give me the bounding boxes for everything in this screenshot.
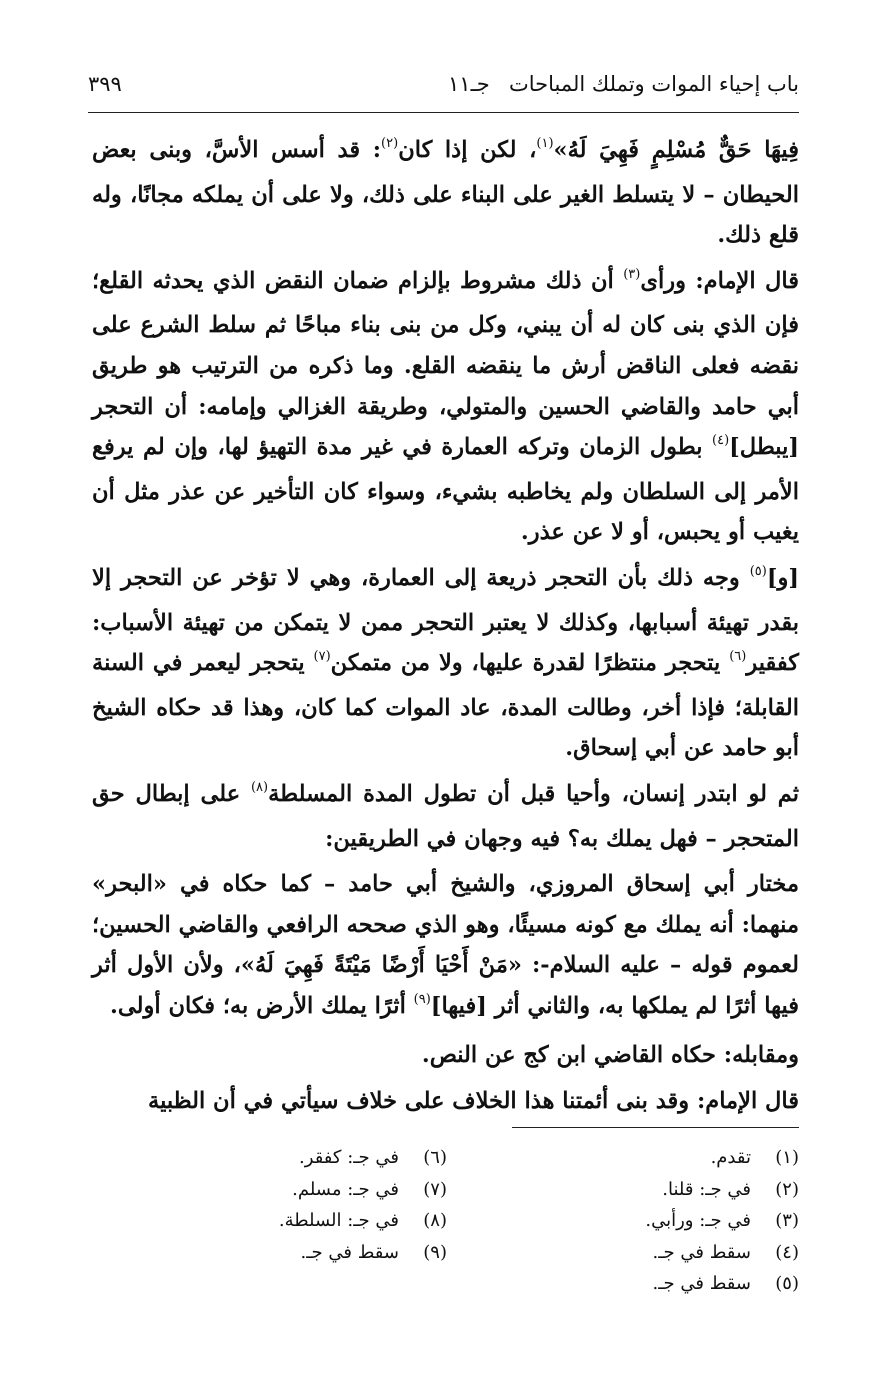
footnote-item bbox=[227, 1174, 447, 1206]
footnote-item bbox=[459, 1142, 799, 1174]
text-run: على إبطال حق المتحجر – فهل يملك به؟ فيه وجهان في الطريقين: bbox=[92, 780, 799, 852]
text-run: [و] bbox=[766, 564, 799, 591]
footnote-number: (٩) bbox=[423, 1241, 447, 1263]
footnote-item bbox=[459, 1205, 799, 1237]
footnote-item bbox=[227, 1142, 447, 1174]
text-run: ثم لو ابتدر إنسان، وأحيا قبل أن تطول المدة المسلطة bbox=[268, 780, 799, 807]
footnote-number: (١) bbox=[775, 1147, 799, 1168]
footnote-text: سقط في جـ. bbox=[652, 1241, 751, 1263]
footnote-ref-1: (١) bbox=[536, 136, 554, 151]
text-run: أثرًا يملك الأرض به؛ فكان أولى. bbox=[110, 992, 414, 1019]
footnote-item bbox=[227, 1237, 447, 1269]
footnote-number: (٢) bbox=[775, 1178, 799, 1200]
text-run: بطول الزمان وتركه العمارة في غير مدة التهيؤ لها، وإن لم يرفع الأمر إلى السلطان ولم يخاطبه بشيء، وسواء كان التأخير عن عذر مثل أن يغيب أو يحبس، أو لا عن عذر. bbox=[92, 434, 799, 546]
text-run: أن ذلك مشروط بإلزام ضمان النقض الذي يحدثه القلع؛ فإن الذي بنى كان له أن يبني، وكل من بنى بناء مباحًا ثم سلط الشرع على نقضه فعلى الناقض أرش ما ينقضه القلع. وما ذكره من الترتيب هو طريق أبي حامد والقاضي الحسين والمتولي، وطريقة الغزالي وإمامه: أن التحجر [يبطل] bbox=[92, 267, 799, 461]
footnote-item bbox=[459, 1237, 799, 1269]
text-run: قال الإمام: ورأى bbox=[640, 267, 799, 294]
paragraph-4 bbox=[92, 774, 799, 859]
paragraph-7: قال الإمام: وقد بنى أئمتنا هذا الخلاف على خلاف سيأتي في أن الظبية bbox=[148, 1088, 799, 1115]
text-run: يتحجر منتظرًا لقدرة عليها، ولا من متمكن bbox=[330, 650, 730, 677]
text-run: وجه ذلك بأن التحجر ذريعة إلى العمارة، وهي لا تؤخر عن التحجر إلا بقدر تهيئة أسبابها، وكذلك لا يعتبر التحجر ممن لا يتمكن من تهيئة الأسباب: كفقير bbox=[92, 564, 800, 677]
text-run: يتحجر ليعمر في السنة القابلة؛ فإذا أخر، وطالت المدة، عاد الموات كما كان، وهذا قد حكاه الشيخ أبو حامد عن أبي إسحاق. bbox=[92, 650, 799, 762]
main-text bbox=[92, 130, 799, 1127]
footnote-ref-8: (٨) bbox=[250, 779, 269, 795]
footnote-number: (٨) bbox=[423, 1210, 447, 1231]
footnote-item bbox=[227, 1205, 447, 1237]
footnotes-right-column bbox=[459, 1142, 799, 1300]
footnote-text: سقط في جـ. bbox=[652, 1273, 751, 1294]
page-number: ٣٩٩ bbox=[88, 72, 122, 96]
footnote-text: سقط في جـ. bbox=[300, 1241, 399, 1263]
footnote-ref-9: (٩) bbox=[413, 991, 431, 1007]
footnote-text: تقدم. bbox=[710, 1147, 751, 1168]
paragraph-3 bbox=[92, 558, 799, 769]
footnote-ref-2: (٢) bbox=[381, 136, 399, 151]
footnote-number: (٦) bbox=[423, 1147, 447, 1168]
text-run: ، لكن إذا كان bbox=[398, 137, 537, 163]
footnote-item bbox=[459, 1174, 799, 1206]
footnote-text: في جـ: قلنا. bbox=[662, 1178, 751, 1200]
text-run: مختار أبي إسحاق المروزي، والشيخ أبي حامد – كما حكاه في «البحر» منهما: أنه يملك مع كونه مسيئًا، وهو الذي صححه الرافعي والقاضي الحسين؛ لعموم قوله – عليه السلام-: «مَنْ أَحْيَا أَرْضًا مَيْتَةً فَهِيَ لَهُ»، ولأن الأول أثر فيها أثرًا لم يملكها به، والثاني أثر [فيها] bbox=[92, 871, 799, 1019]
footnote-text: في جـ: السلطة. bbox=[278, 1210, 399, 1231]
footnote-item bbox=[459, 1268, 799, 1300]
text-run: : قد أسس الأسَّ، وبنى بعض الحيطان – لا يتسلط الغير على البناء على ذلك، ولا على أن يملكه مجانًا، وله قلع ذلك. bbox=[92, 137, 799, 249]
footnote-text: في جـ: مسلم. bbox=[292, 1178, 399, 1200]
running-head bbox=[88, 66, 799, 106]
footnote-text: في جـ: كفقر. bbox=[299, 1147, 399, 1168]
footnote-number: (٣) bbox=[775, 1210, 799, 1231]
footnote-number: (٥) bbox=[775, 1273, 799, 1294]
footnote-number: (٧) bbox=[423, 1178, 447, 1200]
header-divider bbox=[88, 112, 799, 113]
text-run: فِيهَا حَقٌّ مُسْلِمٍ فَهِيَ لَهُ» bbox=[553, 137, 799, 163]
footnote-divider bbox=[512, 1127, 799, 1128]
footnote-ref-6: (٦) bbox=[729, 649, 747, 665]
paragraph-1 bbox=[92, 130, 799, 256]
paragraph-6: ومقابله: حكاه القاضي ابن كج عن النص. bbox=[421, 1042, 799, 1069]
volume-label: جـ١١ bbox=[448, 72, 490, 96]
footnote-ref-5: (٥) bbox=[749, 563, 767, 579]
footnote-text: في جـ: ورأبي. bbox=[645, 1210, 751, 1231]
paragraph-2 bbox=[92, 261, 799, 553]
chapter-title: باب إحياء الموات وتملك المباحات bbox=[508, 72, 799, 96]
footnote-ref-4: (٤) bbox=[712, 433, 730, 449]
footnote-ref-3: (٣) bbox=[623, 266, 641, 282]
footnotes-left-column bbox=[227, 1142, 447, 1268]
paragraph-5 bbox=[92, 864, 799, 1030]
footnote-number: (٤) bbox=[775, 1241, 799, 1263]
footnote-ref-7: (٧) bbox=[313, 649, 331, 665]
